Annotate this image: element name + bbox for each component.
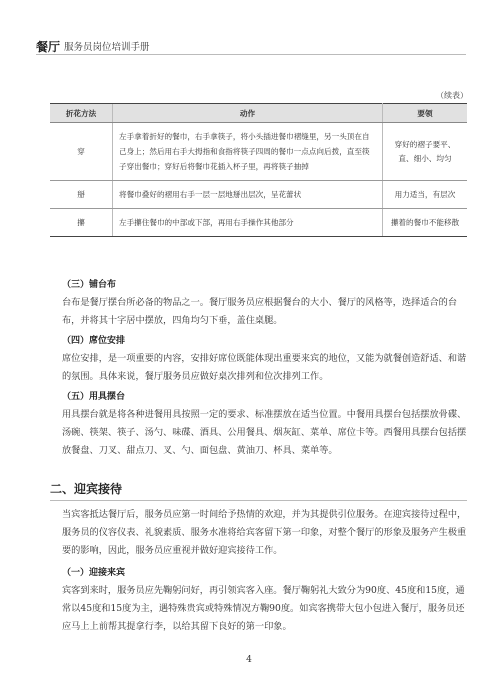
section-title-tableware: （五）用具摆台	[62, 392, 126, 402]
table-row	[50, 123, 467, 181]
col-tips: 要领	[383, 104, 468, 123]
cell-method: 掰	[50, 181, 113, 209]
cell-method: 攥	[50, 209, 113, 237]
header-rule	[36, 54, 466, 55]
table-header-row	[50, 104, 467, 123]
chapter-text-reception: 当宾客抵达餐厅后，服务员应第一时间给予热情的欢迎，并为其提供引位服务。在迎宾接待过程中，服务员的仪容仪表、礼貌素质、服务水准将给宾客留下第一印象，对整个餐厅的形象及服务产生极重要的影响，因此，服务员应重视并做好迎宾接待工作。	[62, 509, 467, 556]
section-text-tablecloth: 台布是餐厅摆台所必备的物品之一。餐厅服务员应根据餐台的大小、餐厅的风格等，选择适合的台布，并将其十字居中摆放，四角均匀下垂，盖住桌腿。	[62, 297, 458, 326]
table-row	[50, 181, 467, 209]
table-continued-label: （续表）	[436, 91, 468, 100]
cell-tips: 用力适当，有层次	[383, 181, 468, 209]
running-header	[36, 38, 466, 54]
cell-tips: 穿好的褶子要平、直、细小、均匀	[383, 123, 468, 181]
cell-action: 将餐巾叠好的褶用右手一层一层地掰出层次，呈花蕾状	[113, 181, 383, 209]
folding-methods-table	[50, 103, 467, 237]
header-brand: 餐厅	[36, 39, 61, 54]
chapter-heading-reception: 二、迎宾接待	[50, 482, 123, 496]
chapter-heading-rule	[50, 500, 467, 501]
cell-action: 左手拿着折好的餐巾，右手拿筷子，将小头插进餐巾褶缝里，另一头顶在自己身上；然后用右手大拇指和食指将筷子四周的餐巾一点点向后拨，直至筷子穿出餐巾；穿好后将餐巾花插入杯子里，再将筷子抽掉	[113, 123, 383, 181]
section-text-greeting: 宾客到来时，服务员应先鞠躬问好，再引领宾客入座。餐厅鞠躬礼大致分为90度、45度和15度，通常以45度和15度为主，遇特殊贵宾或特殊情况方鞠90度。如宾客携带大包小包进入餐厅，服务员还应马上上前帮其提拿行李，以给其留下良好的第一印象。	[62, 585, 465, 632]
section-title-seating: （四）席位安排	[62, 336, 126, 346]
section-title-greeting: （一）迎接来宾	[62, 568, 126, 578]
cell-action: 左手攥住餐巾的中部或下部，再用右手操作其他部分	[113, 209, 383, 237]
section-text-tableware: 用具摆台就是将各种进餐用具按照一定的要求、标准摆放在适当位置。中餐用具摆台包括摆放骨碟、汤碗、筷架、筷子、汤勺、味碟、酒具、公用餐具、烟灰缸、菜单、席位卡等。西餐用具摆台包括摆放餐盘、刀叉、甜点刀、叉、勺、面包盘、黄油刀、杯具、菜单等。	[62, 409, 467, 456]
col-action: 动作	[113, 104, 383, 123]
section-title-tablecloth: （三）铺台布	[62, 280, 117, 290]
page-number: 4	[246, 655, 252, 665]
table-row	[50, 209, 467, 237]
col-method: 折花方法	[50, 104, 113, 123]
section-text-seating: 席位安排，是一项重要的内容，安排好席位既能体现出重要来宾的地位，又能为就餐创造舒适、和谐的氛围。具体来说，餐厅服务员应做好桌次排列和位次排列工作。	[62, 353, 467, 382]
cell-tips: 攥着的餐巾不能移散	[383, 209, 468, 237]
cell-method: 穿	[50, 123, 113, 181]
header-subtitle: 服务员岗位培训手册	[64, 42, 150, 53]
